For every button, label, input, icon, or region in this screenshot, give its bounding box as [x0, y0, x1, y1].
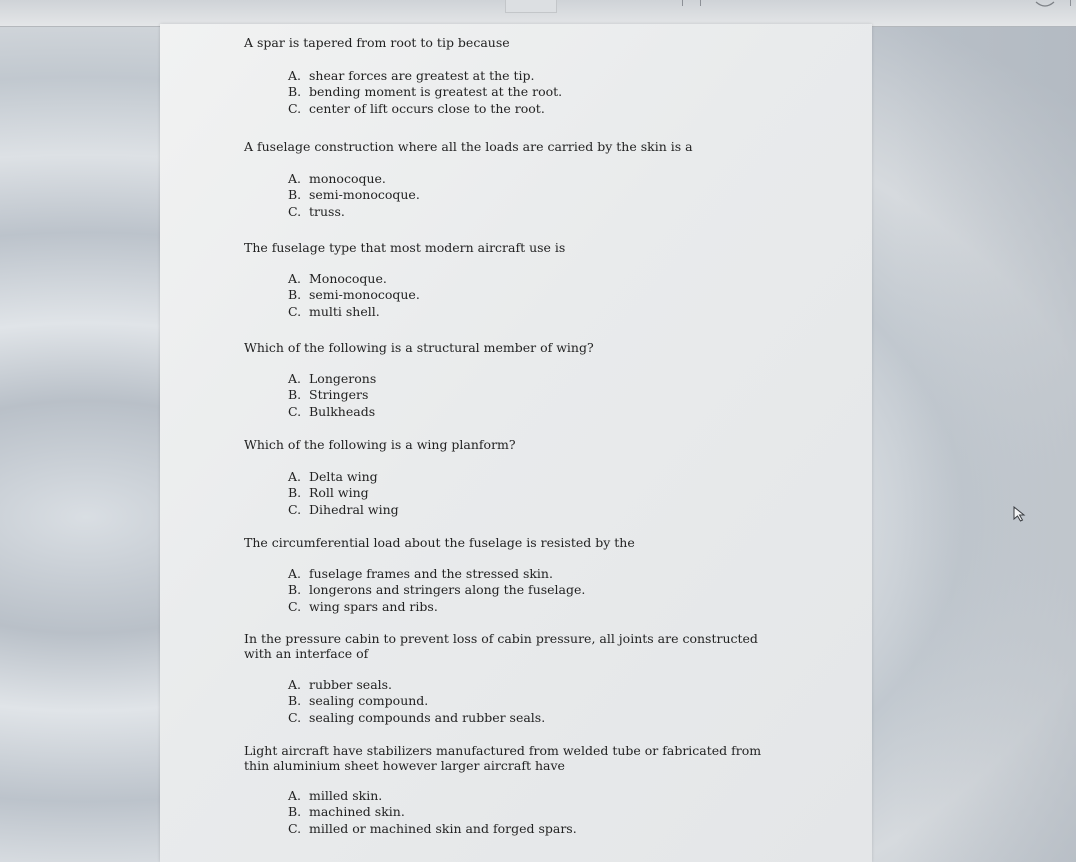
question-7: In the pressure cabin to prevent loss of cabin pressure, all joints are constructed with an interface of — [244, 631, 758, 661]
question-6-options — [288, 566, 585, 615]
window-tab — [505, 0, 557, 13]
option-b: B. semi-monocoque. — [288, 187, 420, 203]
option-a: A. shear forces are greatest at the tip. — [288, 68, 535, 83]
option-c: C. milled or machined skin and forged spars. — [288, 820, 577, 836]
tick-mark — [682, 0, 683, 6]
option-b: B. Roll wing — [288, 485, 369, 501]
option-a: A. monocoque. — [288, 171, 386, 186]
option-c: C. truss. — [288, 203, 345, 219]
question-8-options — [288, 788, 577, 837]
question-1: A spar is tapered from root to tip because — [244, 35, 510, 50]
option-c: C. Bulkheads — [288, 403, 376, 419]
question-3-options — [288, 271, 420, 320]
option-c: C. center of lift occurs close to the root. — [288, 100, 545, 116]
option-c: C. sealing compounds and rubber seals. — [288, 709, 546, 725]
option-a: A. rubber seals. — [288, 677, 393, 692]
tick-mark — [1070, 0, 1071, 6]
option-a: A. Monocoque. — [288, 271, 387, 286]
question-6: The circumferential load about the fuselage is resisted by the — [244, 535, 635, 550]
question-2: A fuselage construction where all the loads are carried by the skin is a — [244, 139, 693, 154]
question-5-options — [288, 469, 399, 518]
option-b: B. machined skin. — [288, 804, 405, 820]
tick-mark — [700, 0, 701, 6]
question-4: Which of the following is a structural member of wing? — [244, 340, 594, 355]
option-b: B. bending moment is greatest at the root. — [288, 84, 563, 100]
option-b: B. sealing compound. — [288, 693, 429, 709]
window-control-icon[interactable] — [1034, 0, 1056, 10]
question-4-options — [288, 371, 376, 420]
option-c: C. wing spars and ribs. — [288, 598, 438, 614]
question-5: Which of the following is a wing planform? — [244, 437, 516, 452]
question-7-options — [288, 677, 545, 726]
option-a: A. fuselage frames and the stressed skin. — [288, 566, 553, 581]
background-shade — [896, 26, 1076, 862]
option-c: C. Dihedral wing — [288, 501, 399, 517]
option-c: C. multi shell. — [288, 303, 380, 319]
option-a: A. milled skin. — [288, 788, 383, 803]
option-b: B. Stringers — [288, 387, 369, 403]
question-2-options — [288, 171, 420, 220]
mouse-pointer-icon — [1013, 506, 1027, 522]
option-b: B. longerons and stringers along the fuselage. — [288, 582, 586, 598]
question-8: Light aircraft have stabilizers manufactured from welded tube or fabricated from thin aluminium sheet however larger aircraft have — [244, 743, 762, 773]
question-3: The fuselage type that most modern aircraft use is — [244, 240, 566, 255]
option-b: B. semi-monocoque. — [288, 287, 420, 303]
option-a: A. Longerons — [288, 371, 377, 386]
question-1-options — [288, 68, 562, 117]
option-a: A. Delta wing — [288, 469, 378, 484]
quiz-page — [160, 24, 872, 862]
screen-top-bar — [0, 0, 1076, 27]
